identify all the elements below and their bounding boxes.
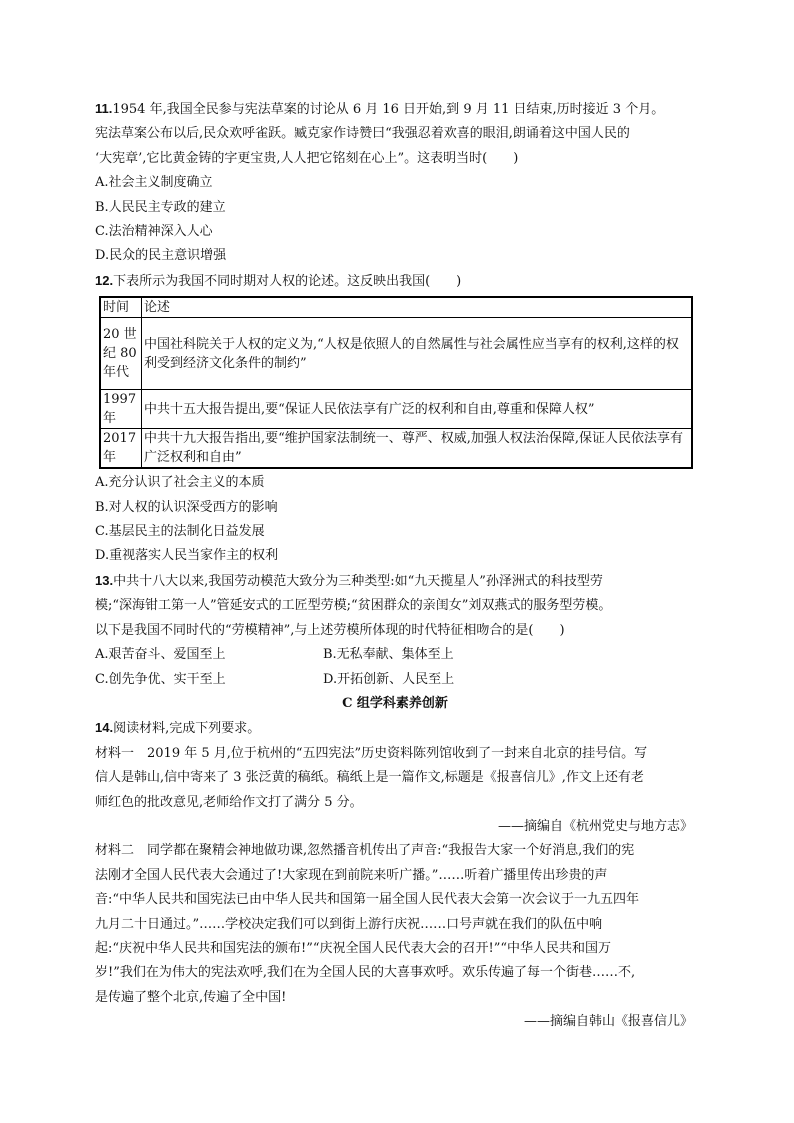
cell-statement: 中共十九大报告指出,要“维护国家法制统一、尊严、权威,加强人权法治保障,保证人民依法享有广泛权利和自由” — [142, 429, 693, 469]
exam-page — [95, 97, 695, 1035]
option-d[interactable]: D.重视落实人民当家作主的权利 — [95, 548, 279, 564]
cell-time: 20 世纪 80 年代 — [100, 318, 142, 390]
material-line: 法刚才全国人民代表大会通过了!大家现在到前院来听广播。”……听着广播里传出珍贵的声 — [95, 867, 608, 883]
question-stem: 下表所示为我国不同时期对人权的论述。这反映出我国( ) — [113, 273, 462, 289]
question-stem-line: 宪法草案公布以后,民众欢呼雀跃。臧克家作诗赞曰“我强忍着欢喜的眼泪,朗诵着这中国人民的 — [95, 126, 630, 142]
option-a[interactable]: A.艰苦奋斗、爱国至上 — [95, 647, 226, 663]
question-stem-line: 1954 年,我国全民参与宪法草案的讨论从 6 月 16 日开始,到 9 月 11 日结束,历时接近 3 个月。 — [112, 102, 665, 117]
cell-statement: 中共十五大报告提出,要“保证人民依法享有广泛的权利和自由,尊重和保障人权” — [142, 390, 693, 429]
question-stem-line: ‘大宪章’,它比黄金铸的字更宝贵,人人把它铭刻在心上”。这表明当时( ) — [95, 150, 519, 166]
material-line: 信人是韩山,信中寄来了 3 张泛黄的稿纸。稿纸上是一篇作文,标题是《报喜信儿》,作文上还有老 — [95, 770, 644, 786]
option-c[interactable]: C.基层民主的法制化日益发展 — [95, 524, 265, 540]
human-rights-table — [99, 296, 693, 469]
material-source: ——摘编自韩山《报喜信儿》 — [523, 1014, 693, 1030]
material-line: 起:“庆祝中华人民共和国宪法的颁布!”“庆祝全国人民代表大会的召开!”“中华人民共和国万 — [95, 940, 612, 956]
material-line: 九月二十日通过。”……学校决定我们可以到街上游行庆祝……口号声就在我们的队伍中响 — [95, 916, 603, 932]
material-line: 材料二 同学都在聚精会神地做功课,忽然播音机传出了声音:“我报告大家一个好消息,我们的宪 — [95, 843, 635, 859]
table-header-row — [100, 297, 692, 318]
option-a[interactable]: A.社会主义制度确立 — [95, 175, 213, 191]
material-line: 岁!”我们在为伟大的宪法欢呼,我们在为全国人民的大喜事欢呼。欢乐传遍了每一个街巷……不, — [95, 965, 636, 981]
option-b[interactable]: B.人民民主专政的建立 — [95, 199, 226, 215]
cell-time: 1997 年 — [100, 390, 142, 429]
option-c[interactable]: C.法治精神深入人心 — [95, 224, 213, 240]
question-number: 11. — [95, 101, 113, 116]
question-stem: 阅读材料,完成下列要求。 — [113, 721, 261, 737]
option-c[interactable]: C.创先争优、实干至上 — [95, 671, 226, 687]
material-one — [95, 742, 695, 840]
question-stem-line: 中共十八大以来,我国劳动模范大致分为三种类型:如“九天揽星人”孙泽洲式的科技型劳 — [113, 573, 603, 589]
section-title: C 组学科素养创新 — [342, 695, 448, 711]
question-stem-line: 模;“深海钳工第一人”管延安式的工匠型劳模;“贫困群众的亲闺女”刘双燕式的服务型劳模。 — [95, 598, 612, 614]
material-line: 材料一 2019 年 5 月,位于杭州的“五四宪法”历史资料陈列馆收到了一封来自北京的挂号信。写 — [95, 745, 648, 761]
question-number: 12. — [95, 272, 114, 288]
option-a[interactable]: A.充分认识了社会主义的本质 — [95, 475, 265, 491]
table-row — [100, 429, 692, 469]
cell-statement: 中国社科院关于人权的定义为,“人权是依照人的自然属性与社会属性应当享有的权利,这样的权利受到经济文化条件的制约” — [142, 318, 693, 390]
column-header-statement: 论述 — [142, 297, 693, 318]
table-row — [100, 390, 692, 429]
material-source: ——摘编自《杭州党史与地方志》 — [497, 818, 693, 834]
option-b[interactable]: B.对人权的认识深受西方的影响 — [95, 499, 278, 515]
question-11 — [95, 97, 695, 269]
column-header-time: 时间 — [100, 297, 142, 318]
option-d[interactable]: D.开拓创新、人民至上 — [323, 671, 455, 687]
question-14 — [95, 716, 695, 1034]
table-row — [100, 318, 692, 390]
material-line: 是传遍了整个北京,传遍了全中国! — [95, 989, 287, 1005]
material-line: 音:“中华人民共和国宪法已由中华人民共和国第一届全国人民代表大会第一次会议于一九五四年 — [95, 892, 640, 908]
question-13 — [95, 569, 695, 692]
option-b[interactable]: B.无私奉献、集体至上 — [323, 647, 454, 663]
question-12 — [95, 269, 695, 569]
option-d[interactable]: D.民众的民主意识增强 — [95, 248, 227, 264]
question-stem-line: 以下是我国不同时代的“劳模精神”,与上述劳模所体现的时代特征相吻合的是( ) — [95, 622, 565, 638]
question-number: 13. — [95, 572, 114, 588]
question-number: 14. — [95, 720, 114, 736]
material-line: 师红色的批改意见,老师给作文打了满分 5 分。 — [95, 794, 363, 810]
cell-time: 2017 年 — [100, 429, 142, 469]
material-two — [95, 839, 695, 1034]
